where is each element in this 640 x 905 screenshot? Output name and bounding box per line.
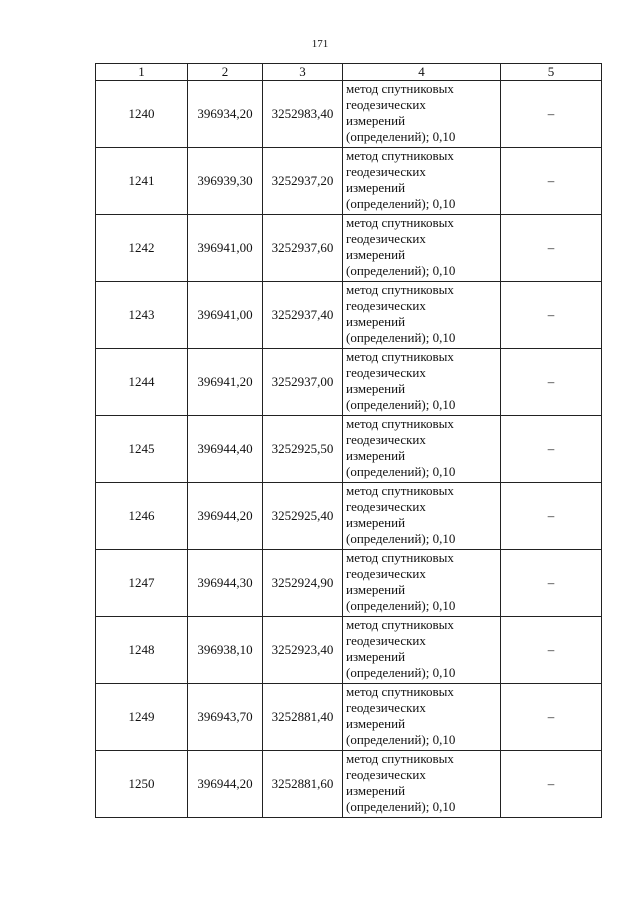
method-cell	[343, 81, 501, 148]
method-line: метод спутниковых	[346, 148, 454, 163]
coordinate-y-cell: 3252881,40	[263, 684, 343, 751]
description-cell: –	[501, 349, 602, 416]
coordinate-x-cell: 396944,20	[188, 751, 263, 818]
coordinate-x-cell: 396941,20	[188, 349, 263, 416]
method-line: геодезических	[346, 566, 426, 581]
coordinate-y-cell: 3252983,40	[263, 81, 343, 148]
coordinate-x-cell: 396934,20	[188, 81, 263, 148]
description-cell: –	[501, 483, 602, 550]
description-cell: –	[501, 215, 602, 282]
point-number-cell: 1240	[96, 81, 188, 148]
table-row	[96, 215, 602, 282]
method-cell	[343, 215, 501, 282]
method-line: (определений); 0,10	[346, 665, 456, 680]
point-number-cell: 1242	[96, 215, 188, 282]
method-line: метод спутниковых	[346, 416, 454, 431]
method-line: геодезических	[346, 298, 426, 313]
point-number-cell: 1246	[96, 483, 188, 550]
method-cell	[343, 550, 501, 617]
method-line: измерений	[346, 716, 406, 731]
method-line: метод спутниковых	[346, 81, 454, 96]
method-line: метод спутниковых	[346, 751, 454, 766]
header-col-1: 1	[96, 64, 188, 81]
coordinate-y-cell: 3252923,40	[263, 617, 343, 684]
description-cell: –	[501, 81, 602, 148]
method-cell	[343, 751, 501, 818]
coordinate-y-cell: 3252937,00	[263, 349, 343, 416]
method-line: метод спутниковых	[346, 550, 454, 565]
table-row	[96, 684, 602, 751]
description-cell: –	[501, 282, 602, 349]
coordinate-x-cell: 396939,30	[188, 148, 263, 215]
coordinate-y-cell: 3252937,40	[263, 282, 343, 349]
method-cell	[343, 684, 501, 751]
table-row	[96, 148, 602, 215]
method-line: геодезических	[346, 365, 426, 380]
method-line: (определений); 0,10	[346, 531, 456, 546]
coordinate-y-cell: 3252937,20	[263, 148, 343, 215]
point-number-cell: 1247	[96, 550, 188, 617]
coordinate-y-cell: 3252924,90	[263, 550, 343, 617]
method-line: измерений	[346, 649, 406, 664]
coordinate-y-cell: 3252925,50	[263, 416, 343, 483]
method-cell	[343, 349, 501, 416]
point-number-cell: 1244	[96, 349, 188, 416]
method-cell	[343, 282, 501, 349]
description-cell: –	[501, 751, 602, 818]
method-line: геодезических	[346, 499, 426, 514]
header-row	[96, 64, 602, 81]
method-line: измерений	[346, 180, 406, 195]
description-cell: –	[501, 550, 602, 617]
table-body	[96, 81, 602, 818]
method-line: метод спутниковых	[346, 684, 454, 699]
method-line: измерений	[346, 381, 406, 396]
method-cell	[343, 148, 501, 215]
header-col-5: 5	[501, 64, 602, 81]
method-line: метод спутниковых	[346, 349, 454, 364]
coordinate-y-cell: 3252881,60	[263, 751, 343, 818]
method-cell	[343, 617, 501, 684]
method-cell	[343, 416, 501, 483]
point-number-cell: 1249	[96, 684, 188, 751]
method-line: измерений	[346, 515, 406, 530]
table-row	[96, 282, 602, 349]
table-row	[96, 416, 602, 483]
table-row	[96, 617, 602, 684]
point-number-cell: 1248	[96, 617, 188, 684]
table-row	[96, 550, 602, 617]
table-row	[96, 483, 602, 550]
method-line: (определений); 0,10	[346, 263, 456, 278]
table-row	[96, 349, 602, 416]
header-col-4: 4	[343, 64, 501, 81]
table-header	[96, 64, 602, 81]
coordinate-x-cell: 396944,40	[188, 416, 263, 483]
point-number-cell: 1243	[96, 282, 188, 349]
method-line: метод спутниковых	[346, 282, 454, 297]
coordinate-x-cell: 396944,20	[188, 483, 263, 550]
description-cell: –	[501, 617, 602, 684]
method-line: геодезических	[346, 97, 426, 112]
description-cell: –	[501, 148, 602, 215]
coordinates-table	[95, 63, 602, 818]
method-line: (определений); 0,10	[346, 799, 456, 814]
method-line: метод спутниковых	[346, 617, 454, 632]
method-line: геодезических	[346, 633, 426, 648]
method-line: (определений); 0,10	[346, 397, 456, 412]
point-number-cell: 1245	[96, 416, 188, 483]
method-line: измерений	[346, 582, 406, 597]
method-line: измерений	[346, 113, 406, 128]
method-line: (определений); 0,10	[346, 129, 456, 144]
description-cell: –	[501, 416, 602, 483]
coordinate-x-cell: 396941,00	[188, 215, 263, 282]
method-line: метод спутниковых	[346, 215, 454, 230]
coordinate-y-cell: 3252937,60	[263, 215, 343, 282]
header-col-2: 2	[188, 64, 263, 81]
coordinate-y-cell: 3252925,40	[263, 483, 343, 550]
point-number-cell: 1250	[96, 751, 188, 818]
method-line: геодезических	[346, 164, 426, 179]
method-line: (определений); 0,10	[346, 196, 456, 211]
method-line: метод спутниковых	[346, 483, 454, 498]
method-line: измерений	[346, 448, 406, 463]
method-line: геодезических	[346, 432, 426, 447]
method-cell	[343, 483, 501, 550]
description-cell: –	[501, 684, 602, 751]
method-line: (определений); 0,10	[346, 464, 456, 479]
coordinate-x-cell: 396943,70	[188, 684, 263, 751]
coordinate-x-cell: 396938,10	[188, 617, 263, 684]
page-number: 171	[311, 38, 329, 50]
coordinate-x-cell: 396944,30	[188, 550, 263, 617]
method-line: геодезических	[346, 767, 426, 782]
table-row	[96, 751, 602, 818]
method-line: измерений	[346, 783, 406, 798]
method-line: измерений	[346, 247, 406, 262]
header-col-3: 3	[263, 64, 343, 81]
method-line: геодезических	[346, 231, 426, 246]
coordinate-x-cell: 396941,00	[188, 282, 263, 349]
method-line: геодезических	[346, 700, 426, 715]
point-number-cell: 1241	[96, 148, 188, 215]
method-line: (определений); 0,10	[346, 330, 456, 345]
method-line: (определений); 0,10	[346, 598, 456, 613]
table-row	[96, 81, 602, 148]
method-line: измерений	[346, 314, 406, 329]
method-line: (определений); 0,10	[346, 732, 456, 747]
